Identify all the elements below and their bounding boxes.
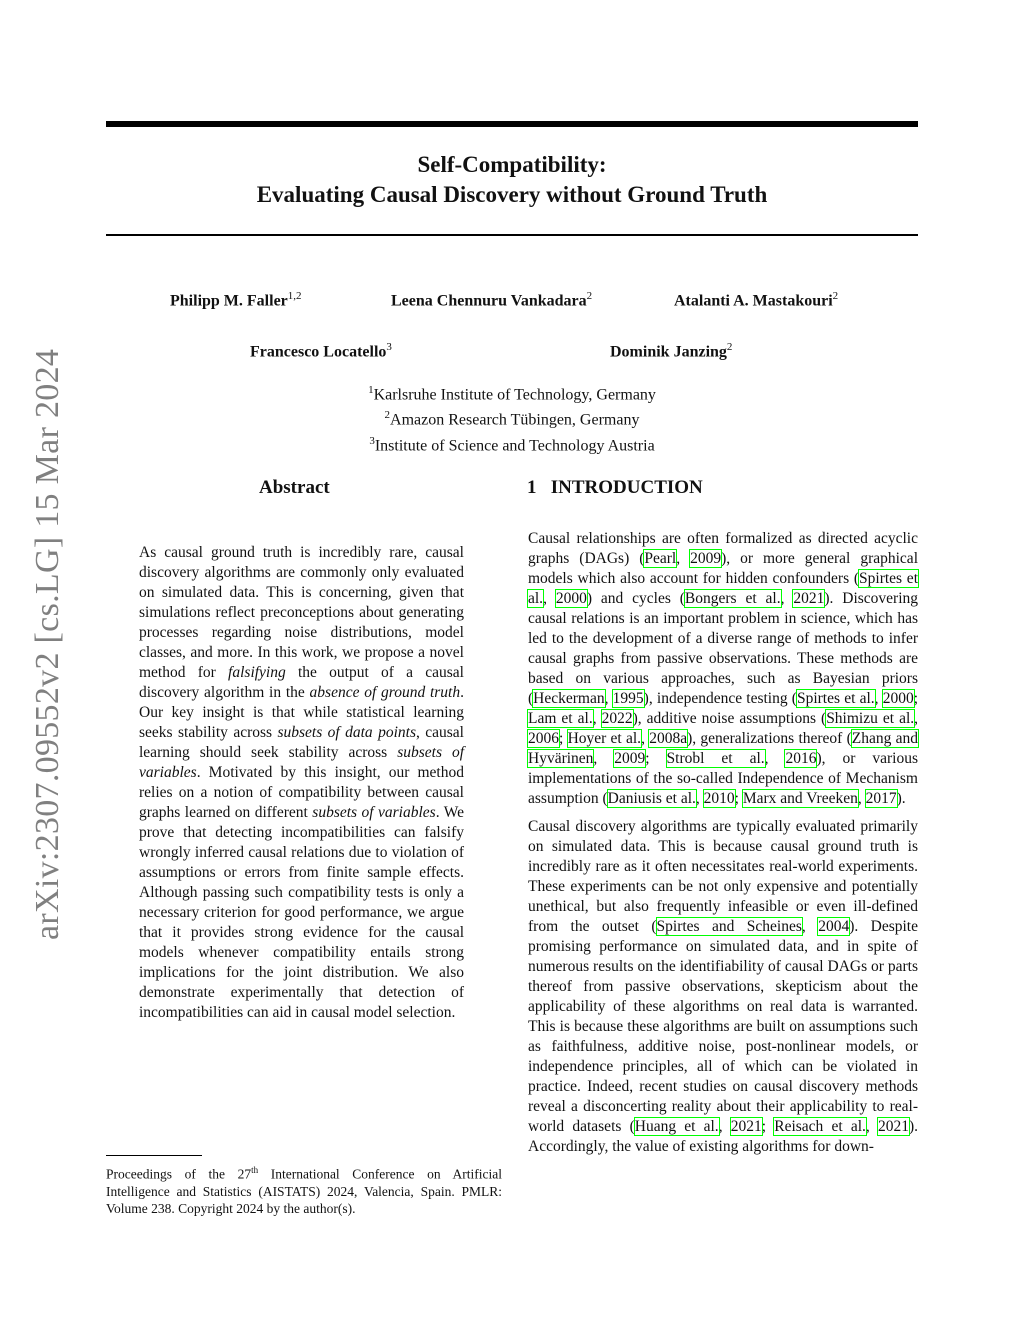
affiliation-mark: 2 — [384, 409, 391, 422]
citation-link[interactable]: 2016 — [785, 750, 817, 767]
author-name: Francesco Locatello — [250, 343, 387, 361]
affiliation-2 — [106, 405, 918, 430]
intro-paragraph-1 — [528, 529, 918, 809]
text-fragment: ; — [913, 690, 919, 707]
author-4 — [250, 341, 392, 361]
affiliation-3 — [106, 431, 918, 456]
citation-link[interactable]: Pearl — [644, 550, 677, 567]
affiliation-text: Amazon Research Tübingen, Germany — [390, 411, 640, 429]
text-fragment: ; — [761, 1118, 775, 1135]
text-fragment: ). Despite promising performance on simulated data, and in spite of numerous results on the identifiability of causal DAGs or parts thereof from passive observations, skepticism about the applicability of these algorithms on real data is warranted. This is because these algorithms are built on assumptions such as faithfulness, additive noise, post-nonlinear models, or independence principles, all of which can be violated in practice. Indeed, recent studies on causal discovery methods reveal a disconcerting reality about their applicability to real-world datasets ( — [528, 918, 918, 1135]
author-5 — [610, 341, 732, 361]
text-fragment: , — [593, 750, 615, 767]
paper-title — [106, 150, 918, 210]
text-fragment: ), or more general graphical models which also account for hidden confounders ( — [528, 550, 918, 587]
text-fragment: , — [857, 790, 866, 807]
abstract-emphasis: falsifying — [228, 664, 286, 681]
citation-link[interactable]: Bongers et al. — [684, 590, 781, 607]
abstract-emphasis: subsets of variables — [312, 804, 436, 821]
proceedings-footnote — [106, 1162, 502, 1217]
citation-link[interactable]: 2022 — [601, 710, 633, 727]
citation-link[interactable]: 2009 — [614, 750, 646, 767]
citation-link[interactable]: 2009 — [690, 550, 722, 567]
text-fragment: Causal relationships are often formalized as directed acyclic graphs (DAGs) ( — [528, 530, 918, 567]
text-fragment: , — [874, 690, 883, 707]
text-fragment: Causal discovery algorithms are typically evaluated primarily on simulated data. This is because causal ground truth is incredibly rare as it often necessitates real-world experiments. These experiments can be not only expensive and potentially unethical, but also frequently infeasible or even ill-defined from the outset ( — [528, 818, 918, 935]
author-affiliation-mark: 2 — [832, 290, 839, 302]
text-fragment: , — [641, 730, 650, 747]
affiliation-mark: 3 — [369, 434, 375, 447]
author-name: Atalanti A. Mastakouri — [674, 292, 833, 310]
citation-link[interactable]: 2021 — [877, 1118, 909, 1135]
author-affiliation-mark: 2 — [586, 290, 593, 302]
citation-link[interactable]: 2021 — [793, 590, 825, 607]
text-fragment: ) and cycles ( — [586, 590, 685, 607]
text-fragment: ; — [734, 790, 743, 807]
citation-link[interactable]: 2021 — [730, 1118, 762, 1135]
citation-link[interactable]: Daniusis et al. — [607, 790, 696, 807]
citation-link[interactable]: Huang et al. — [634, 1118, 719, 1135]
text-fragment: ). — [896, 790, 906, 807]
text-fragment: ). Accordingly, the value of existing algorithms for down- — [528, 1118, 919, 1155]
author-3 — [674, 290, 838, 310]
text-fragment: ), or various implementations of the so-called Independence of Mechanism assumption ( — [528, 750, 918, 807]
footnote-superscript: th — [251, 1165, 259, 1175]
affiliation-text: Karlsruhe Institute of Technology, Germany — [373, 386, 656, 404]
text-fragment: , — [718, 1118, 731, 1135]
author-affiliation-mark: 2 — [726, 341, 733, 353]
citation-link[interactable]: Spirtes and Scheines — [656, 918, 802, 935]
citation-link[interactable]: Hoyer et al. — [567, 730, 642, 747]
arxiv-identifier: arXiv:2307.09552v2 [cs.LG] 15 Mar 2024 — [29, 348, 66, 940]
footnote-rule — [106, 1155, 202, 1156]
abstract-fragment: the output of a causal discovery algorithm in the — [139, 664, 464, 701]
text-fragment: , — [780, 590, 794, 607]
abstract-text — [139, 543, 464, 1023]
citation-link[interactable]: Spirtes et al. — [796, 690, 875, 707]
citation-link[interactable]: 2008a — [649, 730, 688, 747]
citation-link[interactable]: Reisach et al. — [774, 1118, 866, 1135]
citation-link[interactable]: Zhang and Hyvärinen — [528, 730, 919, 767]
text-fragment: ), generalizations thereof ( — [687, 730, 852, 747]
author-name: Leena Chennuru Vankadara — [391, 292, 587, 310]
citation-link[interactable]: 2010 — [703, 790, 735, 807]
citation-link[interactable]: Strobl et al. — [666, 750, 765, 767]
text-fragment: , — [604, 690, 613, 707]
abstract-emphasis: absence of ground truth — [309, 684, 461, 701]
footnote-fragment: Proceedings of the 27 — [106, 1166, 252, 1182]
citation-link[interactable]: Shimizu et al. — [826, 710, 915, 727]
author-affiliation-mark: 1,2 — [287, 290, 302, 302]
introduction-text — [528, 529, 918, 1165]
citation-link[interactable]: Lam et al. — [528, 710, 593, 727]
citation-link[interactable]: Heckerman — [533, 690, 605, 707]
author-name: Philipp M. Faller — [170, 292, 288, 310]
introduction-heading: 1 INTRODUCTION — [527, 477, 703, 498]
title-rule-top — [106, 121, 918, 127]
text-fragment: , — [801, 918, 819, 935]
abstract-fragment: . We prove that detecting incompatibilities can falsify wrongly inferred causal relations due to violation of assumptions or errors from finite sample effects. Although passing such compatibility tests is only a necessary criterion for good performance, we argue that it provides strong evidence for the causal models whenever compatibility entails strong implications for the joint distribution. We also demonstrate experimentally that detection of incompatibilities can aid in causal model selection. — [139, 804, 464, 1021]
citation-link[interactable]: 1995 — [612, 690, 644, 707]
author-name: Dominik Janzing — [610, 343, 727, 361]
affiliation-mark: 1 — [368, 384, 374, 396]
citation-link[interactable]: 2017 — [865, 790, 897, 807]
text-fragment: , — [914, 710, 919, 727]
text-fragment: ). Discovering causal relations is an important problem in science, which has led to the development of a diverse range of methods to infer causal graphs from passive observations. These methods are based on various approaches, such as Bayesian priors ( — [528, 590, 919, 707]
text-fragment: , — [764, 750, 786, 767]
citation-link[interactable]: Spirtes et al. — [528, 570, 918, 607]
citation-link[interactable]: 2006 — [528, 730, 559, 747]
abstract-fragment: , causal learning should seek stability across — [139, 724, 464, 761]
abstract-fragment: As causal ground truth is incredibly rare, causal discovery algorithms are commonly only evaluated on simulated data. This is concerning, given that simulations reflect preconceptions about generating processes regarding noise distributions, model classes, and more. In this work, we propose a novel method for — [139, 544, 464, 681]
abstract-emphasis: subsets of variables — [139, 744, 464, 781]
affiliations — [106, 380, 918, 456]
citation-link[interactable]: Marx and Vreeken — [742, 790, 858, 807]
text-fragment: , — [543, 590, 556, 607]
author-affiliation-mark: 3 — [386, 341, 392, 353]
text-fragment: , — [865, 1118, 878, 1135]
author-2 — [391, 290, 592, 310]
abstract-emphasis: subsets of data points — [277, 724, 416, 741]
affiliation-1 — [106, 380, 918, 405]
affiliation-text: Institute of Science and Technology Austria — [374, 436, 655, 454]
text-fragment: ; — [645, 750, 667, 767]
text-fragment: ), additive noise assumptions ( — [632, 710, 827, 727]
abstract-fragment: . Motivated by this insight, our method relies on a notion of compatibility between causal graphs learned on different — [139, 764, 464, 821]
title-line-1: Self-Compatibility: — [417, 152, 607, 177]
citation-link[interactable]: 2004 — [818, 918, 850, 935]
abstract-heading: Abstract — [259, 477, 330, 498]
text-fragment: ; — [559, 730, 568, 747]
intro-paragraph-2 — [528, 817, 918, 1157]
title-line-2: Evaluating Causal Discovery without Ground Truth — [256, 182, 768, 207]
footnote-fragment: International Conference on Artificial Intelligence and Statistics (AISTATS) 2024, Valencia, Spain. PMLR: Volume 238. Copyright 2024 by the author(s). — [106, 1166, 502, 1216]
author-1 — [170, 290, 302, 310]
citation-link[interactable]: 2000 — [555, 590, 587, 607]
text-fragment: , — [676, 550, 691, 567]
citation-link[interactable]: 2000 — [882, 690, 914, 707]
abstract-fragment: . Our key insight is that while statistical learning seeks stability across — [139, 684, 464, 741]
text-fragment: ), independence testing ( — [643, 690, 797, 707]
title-rule-bottom — [106, 234, 918, 236]
text-fragment: , — [695, 790, 704, 807]
text-fragment: , — [592, 710, 602, 727]
